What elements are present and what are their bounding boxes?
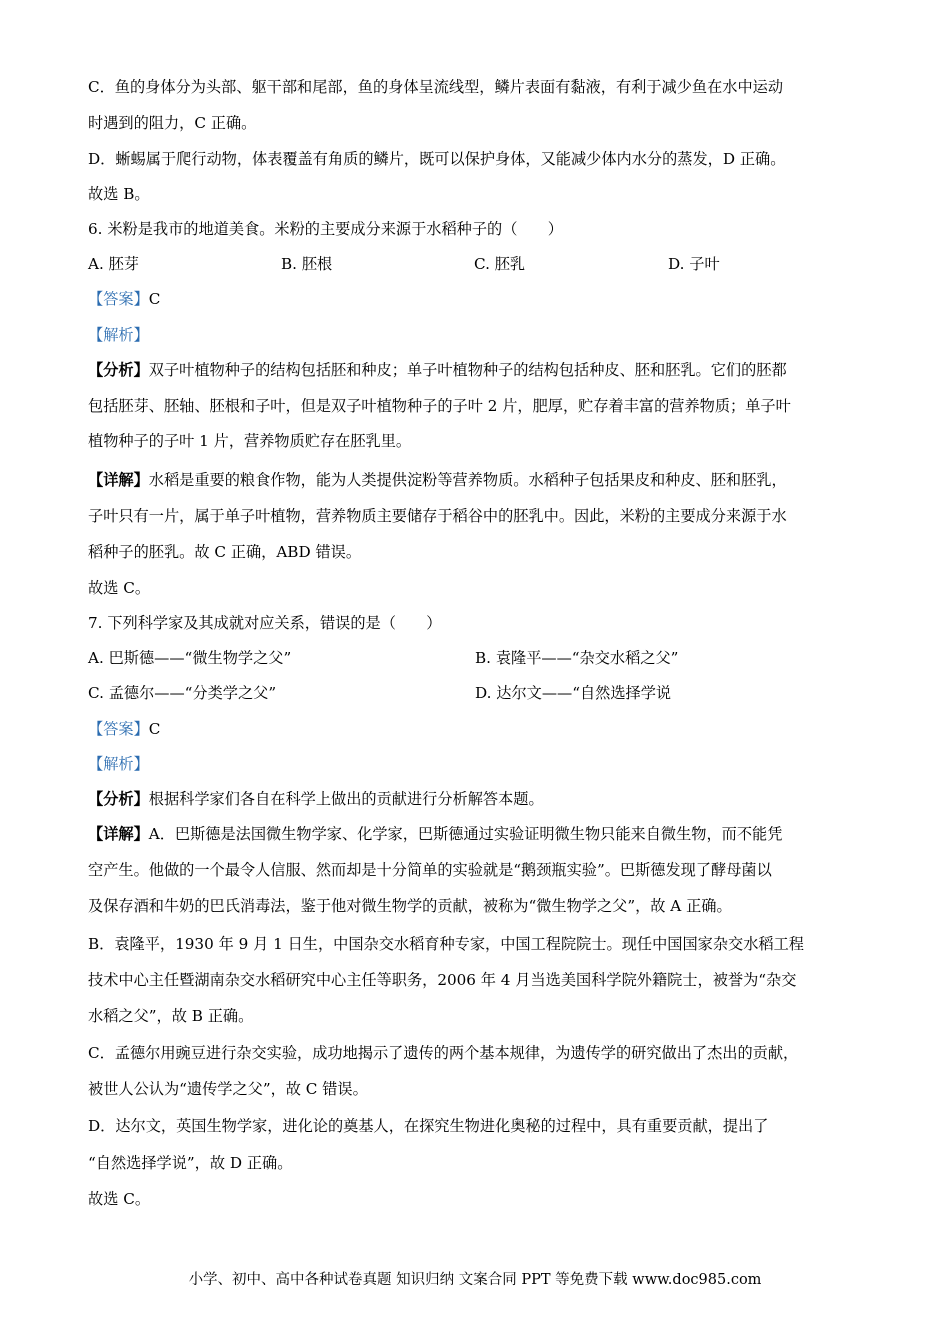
page-footer: 小学、初中、高中各种试卷真题 知识归纳 文案合同 PPT 等免费下载 www.doc985.com <box>188 1272 762 1288</box>
q6-xiangjie-line-1 <box>88 470 858 490</box>
q7-analysis-label: 【解析】 <box>88 755 149 773</box>
q7-xiangjie-b-line-2: 技术中心主任暨湖南杂交水稻研究中心主任等职务，2006 年 4 月当选美国科学院外籍院士，被誉为“杂交 <box>88 971 797 989</box>
q6-choose: 故选 C。 <box>88 579 151 597</box>
q7-fenxi-text: 根据科学家们各自在科学上做出的贡献进行分析解答本题。 <box>148 790 544 808</box>
q7-answer-label: 【答案】 <box>88 720 149 738</box>
q6-analysis-label: 【解析】 <box>88 326 149 344</box>
q7-fenxi-label: 【分析】 <box>88 790 149 808</box>
q7-xiangjie-a-line-3: 及保存酒和牛奶的巴氏消毒法，鉴于他对微生物学的贡献，被称为“微生物学之父”，故 A 正确。 <box>88 897 732 915</box>
q6-xiangjie-text-1: 水稻是重要的粮食作物，能为人类提供淀粉等营养物质。水稻种子包括果皮和种皮、胚和胚乳， <box>148 471 787 489</box>
q6-xiangjie-line-2: 子叶只有一片，属于单子叶植物，营养物质主要储存于稻谷中的胚乳中。因此，米粉的主要成分来源于水 <box>88 507 787 525</box>
q6-answer-value: C <box>148 290 161 308</box>
q6-fenxi-line-1 <box>88 360 858 380</box>
q7-xiangjie-b-line-1: B．袁隆平，1930 年 9 月 1 日生，中国杂交水稻育种专家，中国工程院院士。现任中国国家杂交水稻工程 <box>88 935 804 953</box>
q7-xiangjie-b-line-3: 水稻之父”，故 B 正确。 <box>88 1007 254 1025</box>
q7-xiangjie-a-line-1 <box>88 824 858 844</box>
q6-xiangjie-line-3: 稻种子的胚乳。故 C 正确，ABD 错误。 <box>88 543 362 561</box>
q6-option-b: B. 胚根 <box>281 255 333 273</box>
q7-option-d: D. 达尔文——“自然选择学说 <box>475 684 672 702</box>
q5-c-line-1: C．鱼的身体分为头部、躯干部和尾部，鱼的身体呈流线型，鳞片表面有黏液，有利于减少鱼在水中运动 <box>88 78 784 96</box>
q6-option-c: C. 胚乳 <box>474 255 526 273</box>
q6-fenxi-text-1: 双子叶植物种子的结构包括胚和种皮；单子叶植物种子的结构包括种皮、胚和胚乳。它们的胚都 <box>148 361 787 379</box>
q6-fenxi-label: 【分析】 <box>88 361 149 379</box>
q7-xiangjie-a-text-1: A．巴斯德是法国微生物学家、化学家，巴斯德通过实验证明微生物只能来自微生物，而不能凭 <box>148 825 783 843</box>
q7-xiangjie-d-line-1: D．达尔文，英国生物学家，进化论的奠基人，在探究生物进化奥秘的过程中，具有重要贡献，提出了 <box>88 1117 769 1135</box>
q6-fenxi-line-3: 植物种子的子叶 1 片，营养物质贮存在胚乳里。 <box>88 432 412 450</box>
q7-option-b: B. 袁隆平——“杂交水稻之父” <box>475 649 679 667</box>
q7-option-c: C. 孟德尔——“分类学之父” <box>88 684 277 702</box>
q7-xiangjie-c-line-2: 被世人公认为“遗传学之父”，故 C 错误。 <box>88 1080 368 1098</box>
q7-answer <box>88 719 858 739</box>
q6-fenxi-line-2: 包括胚芽、胚轴、胚根和子叶，但是双子叶植物种子的子叶 2 片，肥厚，贮存着丰富的营养物质；单子叶 <box>88 397 791 415</box>
q7-xiangjie-c-line-1: C．孟德尔用豌豆进行杂交实验，成功地揭示了遗传的两个基本规律，为遗传学的研究做出了杰出的贡献， <box>88 1044 799 1062</box>
q6-option-a: A. 胚芽 <box>88 255 139 273</box>
q6-xiangjie-label: 【详解】 <box>88 471 149 489</box>
q5-c-line-2: 时遇到的阻力，C 正确。 <box>88 114 257 132</box>
q7-answer-value: C <box>148 720 161 738</box>
q7-xiangjie-d-line-2: “自然选择学说”，故 D 正确。 <box>88 1154 293 1172</box>
q5-d-line: D．蜥蜴属于爬行动物，体表覆盖有角质的鳞片，既可以保护身体，又能减少体内水分的蒸发，D 正确。 <box>88 150 786 168</box>
q7-question: 7. 下列科学家及其成就对应关系，错误的是（ ） <box>88 614 442 632</box>
q6-option-d: D. 子叶 <box>668 255 720 273</box>
q5-choose: 故选 B。 <box>88 185 150 203</box>
q7-fenxi-line <box>88 789 858 809</box>
q7-xiangjie-label: 【详解】 <box>88 825 149 843</box>
q7-xiangjie-a-line-2: 空产生。他做的一个最令人信服、然而却是十分简单的实验就是“鹅颈瓶实验”。巴斯德发现了酵母菌以 <box>88 861 772 879</box>
q6-answer <box>88 289 858 309</box>
q7-option-a: A. 巴斯德——“微生物学之父” <box>88 649 292 667</box>
q6-answer-label: 【答案】 <box>88 290 149 308</box>
q7-choose: 故选 C。 <box>88 1190 151 1208</box>
q6-question: 6. 米粉是我市的地道美食。米粉的主要成分来源于水稻种子的（ ） <box>88 220 563 238</box>
